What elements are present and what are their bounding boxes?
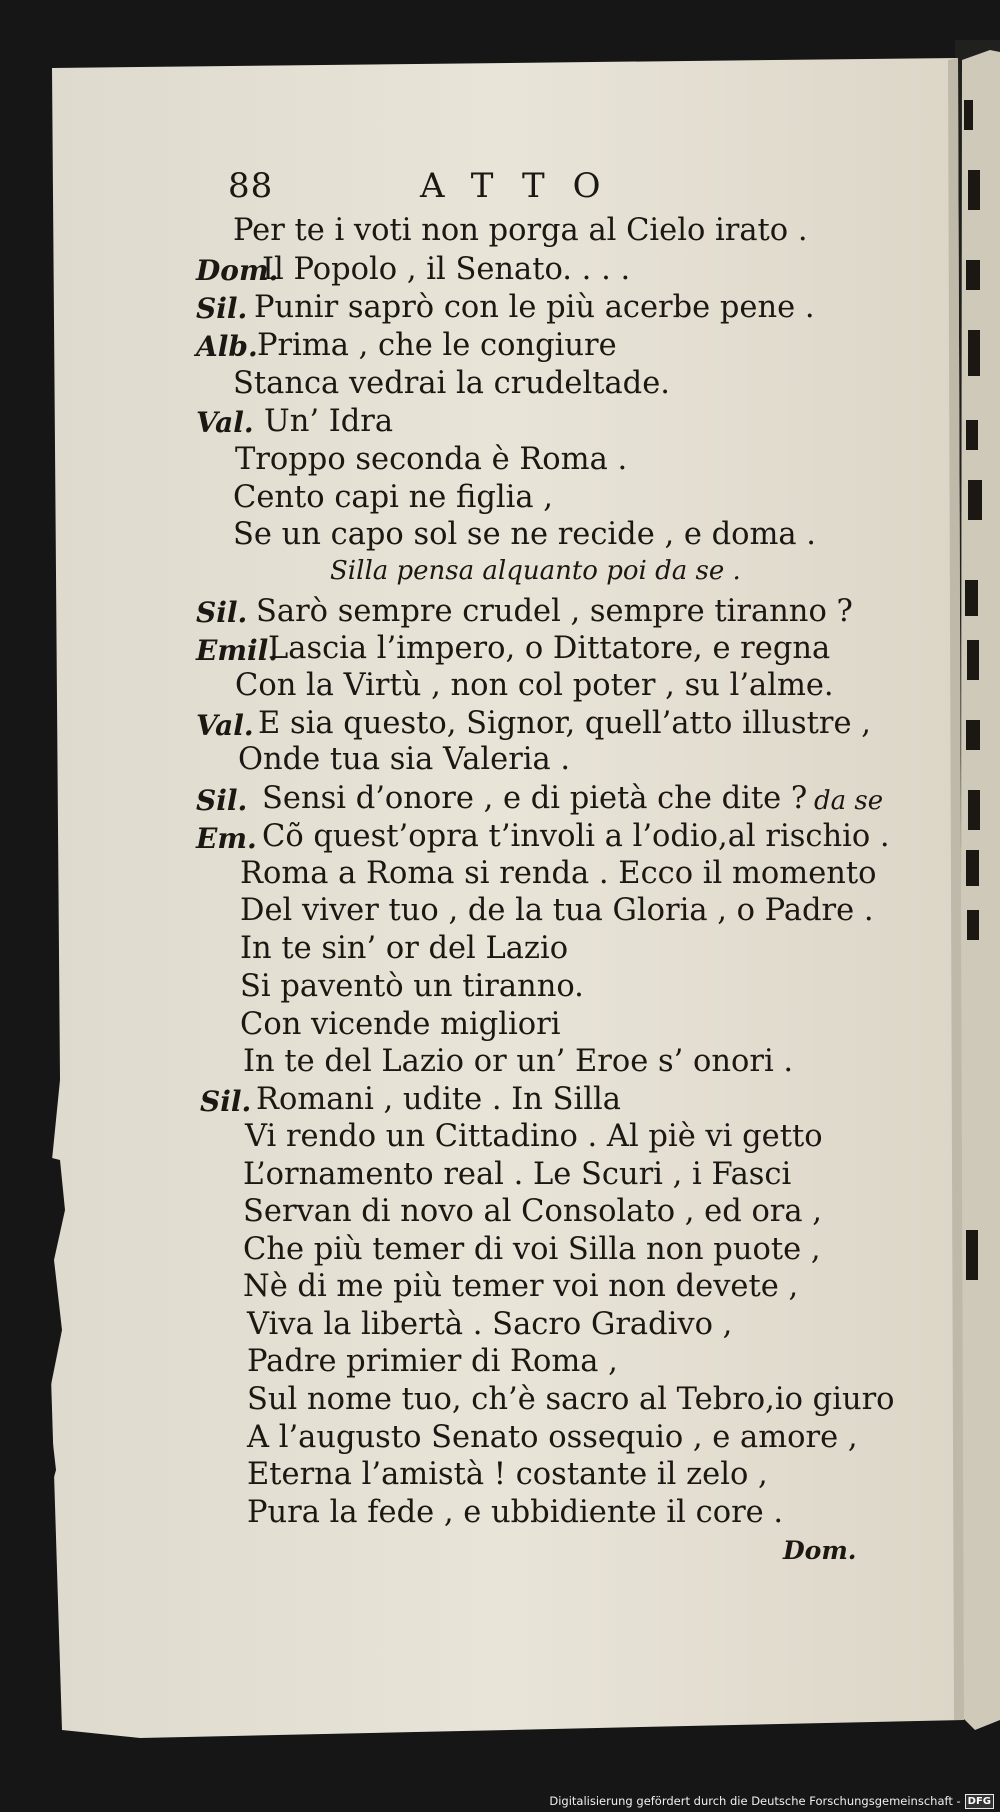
verse-line: Cõ quest’opra t’involi a l’odio,al rischio . (262, 819, 890, 854)
speaker-label: Val. (196, 406, 254, 439)
verse-line: Per te i voti non porga al Cielo irato . (233, 213, 808, 248)
verse-line: Romani , udite . In Silla (256, 1082, 621, 1117)
dfg-logo-icon: DFG (965, 1794, 994, 1809)
verse-line: Con vicende migliori (240, 1007, 561, 1042)
verse-line: L’ornamento real . Le Scuri , i Fasci (243, 1157, 792, 1192)
verse-line: Con la Virtù , non col poter , su l’alme. (235, 668, 834, 703)
speaker-label: Val. (196, 709, 254, 742)
verse-line: Servan di novo al Consolato , ed ora , (243, 1194, 822, 1229)
verse-line: Stanca vedrai la crudeltade. (233, 366, 670, 401)
verse-line: Eterna l’amistà ! costante il zelo , (247, 1457, 768, 1492)
verse-line: Sul nome tuo, ch’è sacro al Tebro,io giuro (247, 1382, 895, 1417)
verse-line: Sensi d’onore , e di pietà che dite ? (262, 781, 808, 816)
verse-line: Il Popolo , il Senato. . . . (262, 252, 631, 287)
verse-line: Prima , che le congiure (257, 328, 617, 363)
speaker-label: Emil. (196, 634, 278, 667)
verse-line: Nè di me più temer voi non devete , (243, 1269, 799, 1304)
verse-line: Cento capi ne figlia , (233, 480, 553, 515)
digitization-footer (549, 1791, 994, 1811)
verse-line: Un’ Idra (264, 404, 394, 439)
verse-line: Lascia l’impero, o Dittatore, e regna (268, 631, 831, 666)
speaker-label: Sil. (200, 1085, 252, 1118)
verse-line: Vi rendo un Cittadino . Al piè vi getto (245, 1119, 823, 1154)
page-number: 88 (228, 166, 274, 206)
speaker-label: Sil. (196, 784, 248, 817)
verse-line: Onde tua sia Valeria . (238, 742, 571, 777)
verse-line: Roma a Roma si renda . Ecco il momento (240, 856, 877, 891)
speaker-label: Sil. (196, 292, 248, 325)
verse-line: Pura la fede , e ubbidiente il core . (247, 1495, 784, 1530)
speaker-label: Sil. (196, 596, 248, 629)
speaker-label: Em. (196, 822, 257, 855)
verse-line: Si paventò un tiranno. (240, 969, 584, 1004)
verse-line: Troppo seconda è Roma . (235, 442, 628, 477)
verse-line: A l’augusto Senato ossequio , e amore , (247, 1420, 858, 1455)
footer-credit: Digitalisierung gefördert durch die Deutsche Forschungsgemeinschaft - (549, 1794, 961, 1808)
verse-line: Padre primier di Roma , (247, 1344, 618, 1379)
verse-line: E sia questo, Signor, quell’atto illustre , (258, 706, 871, 741)
verse-line: Che più temer di voi Silla non puote , (243, 1232, 821, 1267)
stage-direction: Silla pensa alquanto poi da se . (330, 556, 741, 586)
verse-line: Del viver tuo , de la tua Gloria , o Padre . (240, 893, 874, 928)
speaker-label: Dom. (196, 254, 279, 287)
catchword: Dom. (783, 1536, 857, 1565)
verse-line: Sarò sempre crudel , sempre tiranno ? (256, 594, 853, 629)
verse-line: Punir saprò con le più acerbe pene . (254, 290, 815, 325)
aside-direction: da se (814, 786, 884, 816)
speaker-label: Alb. (196, 330, 258, 363)
running-title: ATTO (420, 166, 629, 206)
verse-line: Se un capo sol se ne recide , e doma . (233, 517, 816, 552)
verse-line: In te sin’ or del Lazio (240, 931, 569, 966)
verse-line: In te del Lazio or un’ Eroe s’ onori . (243, 1044, 794, 1079)
verse-line: Viva la libertà . Sacro Gradivo , (247, 1307, 733, 1342)
